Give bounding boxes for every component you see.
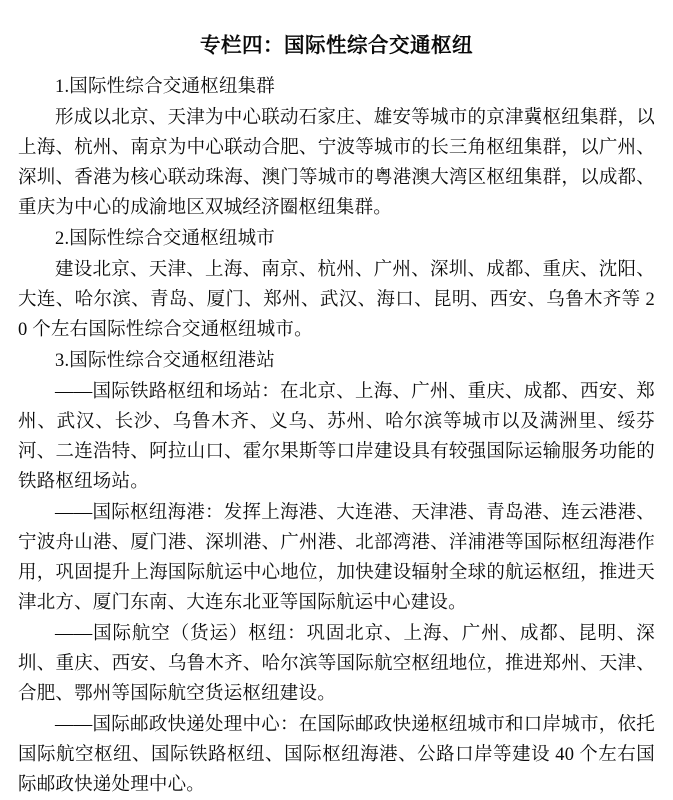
- section-heading-2: 2.国际性综合交通枢纽城市: [55, 229, 275, 249]
- section-body-1: 形成以北京、天津为中心联动石家庄、雄安等城市的京津冀枢纽集群，以上海、杭州、南京为中心联动合肥、宁波等城市的长三角枢纽集群，以广州、深圳、香港为核心联动珠海、澳门等城市的粤港澳大湾区枢纽集群，以成都、重庆为中心的成渝地区双城经济圈枢纽集群。: [18, 108, 655, 218]
- section-item-rail-hub: ——国际铁路枢纽和场站：在北京、上海、广州、重庆、成都、西安、郑州、武汉、长沙、乌鲁木齐、义乌、苏州、哈尔滨等城市以及满洲里、绥芬河、二连浩特、阿拉山口、霍尔果斯等口岸建设具有较强国际运输服务功能的铁路枢纽场站。: [18, 382, 655, 492]
- section-body-2: 建设北京、天津、上海、南京、杭州、广州、深圳、成都、重庆、沈阳、大连、哈尔滨、青岛、厦门、郑州、武汉、海口、昆明、西安、乌鲁木齐等 20 个左右国际性综合交通枢纽城市。: [18, 260, 655, 340]
- section-heading-3: 3.国际性综合交通枢纽港站: [55, 351, 275, 371]
- section-heading-1: 1.国际性综合交通枢纽集群: [55, 77, 275, 97]
- section-item-sea-port: ——国际枢纽海港：发挥上海港、大连港、天津港、青岛港、连云港港、宁波舟山港、厦门港、深圳港、广州港、北部湾港、洋浦港等国际枢纽海港作用，巩固提升上海国际航运中心地位，加快建设辐射全球的航运枢纽，推进天津北方、厦门东南、大连东北亚等国际航运中心建设。: [18, 503, 655, 613]
- section-item-postal-center: ——国际邮政快递处理中心：在国际邮政快递枢纽城市和口岸城市，依托国际航空枢纽、国际铁路枢纽、国际枢纽海港、公路口岸等建设 40 个左右国际邮政快递处理中心。: [18, 715, 655, 795]
- page-title: 专栏四：国际性综合交通枢纽: [200, 35, 473, 57]
- section-item-air-cargo: ——国际航空（货运）枢纽：巩固北京、上海、广州、成都、昆明、深圳、重庆、西安、乌鲁木齐、哈尔滨等国际航空枢纽地位，推进郑州、天津、合肥、鄂州等国际航空货运枢纽建设。: [18, 624, 655, 704]
